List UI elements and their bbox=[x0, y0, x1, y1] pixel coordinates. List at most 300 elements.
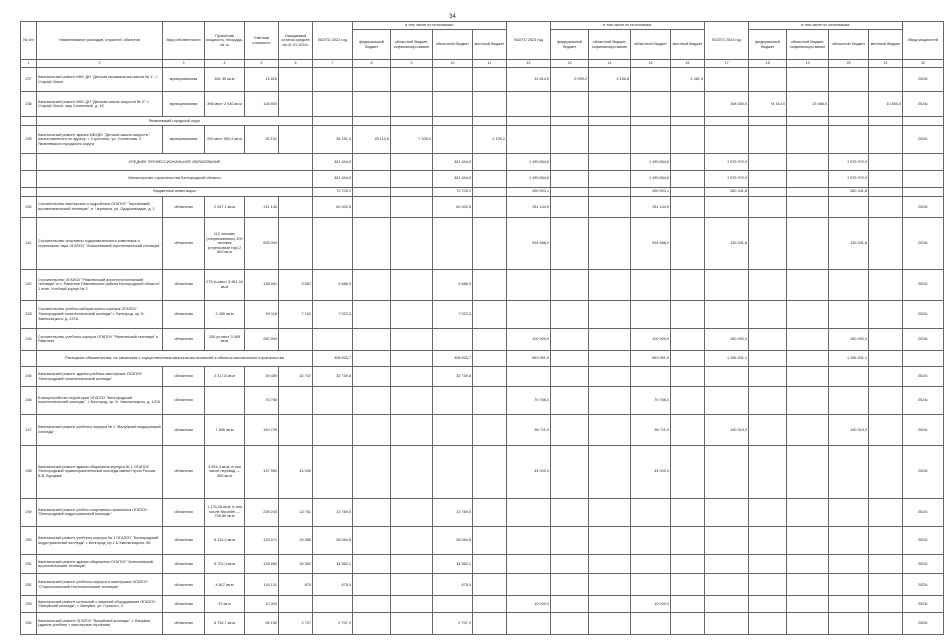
cell-col-1: 240 bbox=[21, 196, 37, 218]
cell-col-2: Капитальный ремонт здания учебных мастерских ОГАПОУ "Белгородский политехнический колледж" bbox=[37, 367, 163, 386]
cell-col-10: 13 760,5 bbox=[433, 498, 473, 526]
cell-col-7: 60 000,0 bbox=[313, 196, 353, 218]
cell-col-16 bbox=[671, 367, 705, 386]
cell-col-18 bbox=[749, 68, 787, 92]
cell-col-11 bbox=[473, 386, 507, 414]
header-name: Наименование расходов, отраслей, объектов bbox=[37, 22, 163, 60]
cell-col-18 bbox=[749, 526, 787, 554]
cell-col-8 bbox=[353, 92, 391, 116]
cell-col-4: 2 257,1 кв.м bbox=[205, 196, 245, 218]
cell-col-10: 60 000,0 bbox=[433, 196, 473, 218]
cell-col-21 bbox=[869, 218, 903, 269]
cell-col-10: 32 739,8 bbox=[433, 367, 473, 386]
section-row bbox=[21, 116, 944, 125]
cell-col-15 bbox=[631, 269, 671, 300]
cell-col-13 bbox=[551, 125, 589, 153]
column-number: 10 bbox=[433, 60, 473, 68]
cell-col-1: 247 bbox=[21, 415, 37, 446]
cell-col-14 bbox=[589, 218, 631, 269]
cell-col-19 bbox=[787, 367, 829, 386]
cell-col-9 bbox=[391, 526, 433, 554]
cell-col-1 bbox=[21, 154, 37, 171]
cell-col-18 bbox=[749, 555, 787, 574]
cell-col-15 bbox=[631, 612, 671, 634]
cell-col-14 bbox=[589, 367, 631, 386]
cell-col-8 bbox=[353, 596, 391, 613]
cell-col-19 bbox=[787, 170, 829, 187]
table-row bbox=[21, 269, 944, 300]
cell-col-15 bbox=[631, 574, 671, 596]
cell-col-6 bbox=[279, 415, 313, 446]
cell-col-13 bbox=[551, 170, 589, 187]
cell-col-9 bbox=[391, 350, 433, 367]
cell-col-19 bbox=[787, 187, 829, 196]
section-row bbox=[21, 187, 944, 196]
cell-col-11 bbox=[473, 196, 507, 218]
cell-col-10: 5 686,9 bbox=[433, 269, 473, 300]
cell-col-6: 2 707 bbox=[279, 612, 313, 634]
header-local: местный бюджет bbox=[671, 30, 705, 60]
cell-col-16 bbox=[671, 170, 705, 187]
cell-col-9 bbox=[391, 555, 433, 574]
cell-col-5: 35 151 bbox=[245, 125, 279, 153]
cell-col-12 bbox=[507, 574, 551, 596]
cell-col-17 bbox=[705, 386, 749, 414]
table-row bbox=[21, 68, 944, 92]
cell-col-22: 2022г. bbox=[903, 498, 944, 526]
cell-col-2: Капитальный ремонт МБУ ДО "Детская школа искусств № 2", г. Старый Оскол, мкр Солнечный, д. 18 bbox=[37, 92, 163, 116]
cell-col-8 bbox=[353, 415, 391, 446]
cell-col-18 bbox=[749, 196, 787, 218]
cell-col-21 bbox=[869, 116, 903, 125]
cell-col-18 bbox=[749, 154, 787, 171]
cell-col-14 bbox=[589, 300, 631, 328]
cell-col-13 bbox=[551, 154, 589, 171]
cell-col-2: Министерство строительства Белгородской области bbox=[37, 170, 313, 187]
cell-col-2: Капитальный ремонт учебно-спортивного комплекса ОГАПОУ "Белгородский индустриальный колледж" bbox=[37, 498, 163, 526]
cell-col-15 bbox=[631, 300, 671, 328]
header-capacity: Проектная мощность, площадь, кв. м bbox=[205, 22, 245, 60]
cell-col-16 bbox=[671, 415, 705, 446]
cell-col-12 bbox=[507, 269, 551, 300]
cell-col-6: 34 562 bbox=[279, 555, 313, 574]
cell-col-14 bbox=[589, 555, 631, 574]
cell-col-1 bbox=[21, 187, 37, 196]
cell-col-13 bbox=[551, 196, 589, 218]
column-number: 19 bbox=[787, 60, 829, 68]
cell-col-16 bbox=[671, 269, 705, 300]
cell-col-5: 75 768 bbox=[245, 386, 279, 414]
cell-col-18 bbox=[749, 269, 787, 300]
cell-col-21 bbox=[869, 612, 903, 634]
header-federal: федеральный бюджет bbox=[551, 30, 589, 60]
cell-col-16 bbox=[671, 187, 705, 196]
cell-col-19 bbox=[787, 574, 829, 596]
cell-col-6 bbox=[279, 328, 313, 350]
cell-col-1: 237 bbox=[21, 68, 37, 92]
cell-col-8 bbox=[353, 170, 391, 187]
cell-col-20 bbox=[829, 445, 869, 498]
cell-col-15: 100 000,0 bbox=[631, 328, 671, 350]
cell-col-4: 200 мест 952,6 кв.м bbox=[205, 125, 245, 153]
cell-col-17: 130 014,3 bbox=[705, 415, 749, 446]
cell-col-15: 151 144,9 bbox=[631, 196, 671, 218]
cell-col-20 bbox=[829, 367, 869, 386]
cell-col-19 bbox=[787, 555, 829, 574]
cell-col-16 bbox=[671, 612, 705, 634]
cell-col-18 bbox=[749, 498, 787, 526]
cell-col-8 bbox=[353, 300, 391, 328]
cell-col-16 bbox=[671, 445, 705, 498]
cell-col-2: Капитальный ремонт здания общежития корпуса № 1 ОГАПОУ "Белгородский правоохранительный колледж имени Героя России В.В. Бурцева" bbox=[37, 445, 163, 498]
section-row bbox=[21, 170, 944, 187]
header-total-2024: ВСЕГО 2024 год bbox=[705, 22, 749, 60]
cell-col-18 bbox=[749, 218, 787, 269]
cell-col-21 bbox=[869, 187, 903, 196]
cell-col-18 bbox=[749, 125, 787, 153]
cell-col-20 bbox=[829, 300, 869, 328]
cell-col-12 bbox=[507, 300, 551, 328]
cell-col-14 bbox=[589, 596, 631, 613]
cell-col-22: 2023г. bbox=[903, 596, 944, 613]
cell-col-16 bbox=[671, 218, 705, 269]
cell-col-14 bbox=[589, 92, 631, 116]
cell-col-7: 675,0 bbox=[313, 574, 353, 596]
cell-col-1 bbox=[21, 350, 37, 367]
cell-col-9 bbox=[391, 612, 433, 634]
cell-col-18 bbox=[749, 170, 787, 187]
cell-col-17: 130 341,8 bbox=[705, 218, 749, 269]
cell-col-13 bbox=[551, 116, 589, 125]
header-regional: областной бюджет bbox=[433, 30, 473, 60]
cell-col-17 bbox=[705, 526, 749, 554]
cell-col-17 bbox=[705, 125, 749, 153]
cell-col-15: 294 658,2 bbox=[631, 218, 671, 269]
cell-col-11 bbox=[473, 350, 507, 367]
cell-col-2: Строительство ОГАПОУ "Ракитянский агротехнологический техникум" в п. Ракитное Ракитянского района Белгородской области" 1 этап. Учебный корпус № 2 bbox=[37, 269, 163, 300]
cell-col-2: Яковлевский городской округ bbox=[37, 116, 313, 125]
cell-col-4: 396 мест 2 930 кв.м bbox=[205, 92, 245, 116]
cell-col-22 bbox=[903, 350, 944, 367]
cell-col-2: Расходные обязательства, не связанные с осуществлением капитальных вложений в объекты капитального строительства bbox=[37, 350, 313, 367]
cell-col-19 bbox=[787, 196, 829, 218]
table-row bbox=[21, 596, 944, 613]
cell-col-16 bbox=[671, 555, 705, 574]
column-number: 4 bbox=[205, 60, 245, 68]
cell-col-6 bbox=[279, 386, 313, 414]
cell-col-10: 34 562,1 bbox=[433, 555, 473, 574]
cell-col-4: 2 317,8 кв.м bbox=[205, 367, 245, 386]
cell-col-3: областная bbox=[163, 574, 205, 596]
cell-col-4: 37 кв.м bbox=[205, 596, 245, 613]
cell-col-1: 250 bbox=[21, 526, 37, 554]
cell-col-13 bbox=[551, 92, 589, 116]
cell-col-20: 280 341,8 bbox=[829, 187, 869, 196]
cell-col-14 bbox=[589, 116, 631, 125]
column-number: 15 bbox=[631, 60, 671, 68]
cell-col-9: 7 928,0 bbox=[391, 125, 433, 153]
cell-col-14 bbox=[589, 187, 631, 196]
cell-col-22: 2024г. bbox=[903, 218, 944, 269]
cell-col-12: 44 000,0 bbox=[507, 445, 551, 498]
cell-col-2: Капитальный ремонт котельной с заменой оборудования ОГАПОУ "Валуйский колледж", г. Валуйки, ул. Горького, 4 bbox=[37, 596, 163, 613]
cell-col-21 bbox=[869, 68, 903, 92]
cell-col-9 bbox=[391, 415, 433, 446]
cell-col-7 bbox=[313, 218, 353, 269]
cell-col-13 bbox=[551, 415, 589, 446]
column-number: 11 bbox=[473, 60, 507, 68]
column-number: 3 bbox=[163, 60, 205, 68]
cell-col-9 bbox=[391, 187, 433, 196]
cell-col-13 bbox=[551, 445, 589, 498]
cell-col-19: 23 486,0 bbox=[787, 92, 829, 116]
cell-col-8 bbox=[353, 526, 391, 554]
cell-col-13 bbox=[551, 187, 589, 196]
cell-col-15: 963 951,5 bbox=[631, 350, 671, 367]
cell-col-18 bbox=[749, 415, 787, 446]
cell-col-6 bbox=[279, 218, 313, 269]
cell-col-5: 250 000 bbox=[245, 328, 279, 350]
cell-col-11 bbox=[473, 445, 507, 498]
cell-col-3: областная bbox=[163, 612, 205, 634]
cell-col-10: 381 634,9 bbox=[433, 170, 473, 187]
cell-col-17: 1 575 972,9 bbox=[705, 154, 749, 171]
cell-col-9 bbox=[391, 218, 433, 269]
cell-col-16: 1 461,5 bbox=[671, 68, 705, 92]
cell-col-20: 130 341,8 bbox=[829, 218, 869, 269]
column-number: 20 bbox=[829, 60, 869, 68]
cell-col-15: 1 459 854,6 bbox=[631, 170, 671, 187]
cell-col-5: 118 131 bbox=[245, 574, 279, 596]
cell-col-11 bbox=[473, 187, 507, 196]
cell-col-15: 495 903,1 bbox=[631, 187, 671, 196]
cell-col-2: СРЕДНЕЕ ПРОФЕССИОНАЛЬНОЕ ОБРАЗОВАНИЕ bbox=[37, 154, 313, 171]
cell-col-11 bbox=[473, 574, 507, 596]
cell-col-7 bbox=[313, 596, 353, 613]
cell-col-22: 2023г. bbox=[903, 68, 944, 92]
cell-col-13: 5 999,2 bbox=[551, 68, 589, 92]
cell-col-7: 7 022,3 bbox=[313, 300, 353, 328]
cell-col-9 bbox=[391, 367, 433, 386]
cell-col-18: 74 514,0 bbox=[749, 92, 787, 116]
cell-col-6: 13 761 bbox=[279, 498, 313, 526]
cell-col-8 bbox=[353, 612, 391, 634]
cell-col-5: 10 000 bbox=[245, 596, 279, 613]
cell-col-14 bbox=[589, 574, 631, 596]
cell-col-8 bbox=[353, 367, 391, 386]
cell-col-21 bbox=[869, 300, 903, 328]
cell-col-14 bbox=[589, 526, 631, 554]
column-number: 7 bbox=[313, 60, 353, 68]
cell-col-9 bbox=[391, 328, 433, 350]
cell-col-18 bbox=[749, 574, 787, 596]
cell-col-10: 381 634,9 bbox=[433, 154, 473, 171]
cell-col-10: 675,0 bbox=[433, 574, 473, 596]
cell-col-19 bbox=[787, 415, 829, 446]
cell-col-2: Капитальный ремонт здания общежития ОГАПОУ "Алексеевский агротехнический техникум" bbox=[37, 555, 163, 574]
cell-col-13 bbox=[551, 612, 589, 634]
cell-col-10 bbox=[433, 92, 473, 116]
cell-col-1: 244 bbox=[21, 328, 37, 350]
cell-col-11 bbox=[473, 612, 507, 634]
cell-col-15 bbox=[631, 367, 671, 386]
column-number: 21 bbox=[869, 60, 903, 68]
cell-col-21 bbox=[869, 367, 903, 386]
header-group-2024: в том числе по источникам: bbox=[749, 22, 903, 30]
cell-col-7 bbox=[313, 328, 353, 350]
cell-col-15 bbox=[631, 92, 671, 116]
cell-col-3: областная bbox=[163, 596, 205, 613]
cell-col-13 bbox=[551, 218, 589, 269]
cell-col-1: 239 bbox=[21, 125, 37, 153]
cell-col-20: 1 575 972,9 bbox=[829, 170, 869, 187]
cell-col-6: 32 747 bbox=[279, 367, 313, 386]
cell-col-2: Строительство спортивно-оздоровительного комплекса и стрелкового тира ОГАПОУ "Алексеевский агротехнический техникум" bbox=[37, 218, 163, 269]
cell-col-19 bbox=[787, 596, 829, 613]
cell-col-4: 112 человек (спорткомплекс) 200 человек (стрелковый тир) 2 800 кв.м bbox=[205, 218, 245, 269]
cell-col-2: Капитальный ремонт ОГАПОУ "Валуйский колледж", г. Валуйки (здание учебное + мастерские строения) bbox=[37, 612, 163, 634]
cell-col-18 bbox=[749, 187, 787, 196]
cell-col-3: областная bbox=[163, 498, 205, 526]
cell-col-7: 72 709,2 bbox=[313, 187, 353, 196]
cell-col-8 bbox=[353, 445, 391, 498]
cell-col-4: 275 уч.мест 3 464,34 кв.м bbox=[205, 269, 245, 300]
cell-col-1: 252 bbox=[21, 574, 37, 596]
cell-col-17 bbox=[705, 445, 749, 498]
column-number-row bbox=[21, 60, 944, 68]
cell-col-17 bbox=[705, 300, 749, 328]
cell-col-10 bbox=[433, 328, 473, 350]
cell-col-6: 7 102 bbox=[279, 300, 313, 328]
cell-col-20 bbox=[829, 555, 869, 574]
cell-col-9 bbox=[391, 574, 433, 596]
cell-col-18 bbox=[749, 350, 787, 367]
cell-col-17 bbox=[705, 269, 749, 300]
cell-col-11 bbox=[473, 415, 507, 446]
cell-col-17 bbox=[705, 367, 749, 386]
cell-col-4: 5 701,3 кв.м bbox=[205, 555, 245, 574]
cell-col-4: 6 124,2 кв.м bbox=[205, 526, 245, 554]
cell-col-4: 6 754,7 кв.м bbox=[205, 612, 245, 634]
cell-col-7 bbox=[313, 68, 353, 92]
cell-col-1: 249 bbox=[21, 498, 37, 526]
cell-col-5: 39 459 bbox=[245, 367, 279, 386]
header-total-2022: ВСЕГО 2022 год bbox=[313, 22, 353, 60]
cell-col-2: Строительство учебно-лабораторного корпуса ОГАПОУ "Белгородский политехнический колледж" г. Белгород, пр. Б. Хмельницкого, д. 137А bbox=[37, 300, 163, 328]
cell-col-1: 246 bbox=[21, 386, 37, 414]
cell-col-19 bbox=[787, 526, 829, 554]
cell-col-1 bbox=[21, 116, 37, 125]
cell-col-3: областная bbox=[163, 328, 205, 350]
cell-col-8 bbox=[353, 350, 391, 367]
cell-col-5: 93 118 bbox=[245, 300, 279, 328]
cell-col-10 bbox=[433, 218, 473, 269]
cell-col-16 bbox=[671, 596, 705, 613]
header-regional: областной бюджет bbox=[829, 30, 869, 60]
page-number: 34 bbox=[449, 14, 456, 20]
cell-col-6: 26 085 bbox=[279, 526, 313, 554]
cell-col-2: Благоустройство территории ОГАПОУ "Белгородский политехнический колледж", г. Белгород, пр. Б. Хмельницкого, д. 137А bbox=[37, 386, 163, 414]
cell-col-13 bbox=[551, 269, 589, 300]
cell-col-12 bbox=[507, 92, 551, 116]
table-row bbox=[21, 612, 944, 634]
cell-col-11 bbox=[473, 498, 507, 526]
cell-col-14 bbox=[589, 498, 631, 526]
cell-col-8 bbox=[353, 498, 391, 526]
header-year-input: Ввод мощностей bbox=[903, 22, 944, 60]
cell-col-16 bbox=[671, 350, 705, 367]
cell-col-1: 242 bbox=[21, 269, 37, 300]
cell-col-19 bbox=[787, 386, 829, 414]
cell-col-8 bbox=[353, 574, 391, 596]
cell-col-15 bbox=[631, 68, 671, 92]
cell-col-18 bbox=[749, 445, 787, 498]
section-row bbox=[21, 154, 944, 171]
cell-col-4: 1 176,48 кв.м, в том числе бассейн — 706,80 кв.м bbox=[205, 498, 245, 526]
investment-table bbox=[20, 21, 944, 635]
table-row bbox=[21, 92, 944, 116]
cell-col-21 bbox=[869, 170, 903, 187]
cell-col-11: 2 109,2 bbox=[473, 125, 507, 153]
cell-col-3: муниципальная bbox=[163, 125, 205, 153]
cell-col-13 bbox=[551, 526, 589, 554]
cell-col-21 bbox=[869, 555, 903, 574]
cell-col-20: 1 295 631,1 bbox=[829, 350, 869, 367]
cell-col-20: 150 000,0 bbox=[829, 328, 869, 350]
cell-col-22: 2024г. bbox=[903, 92, 944, 116]
cell-col-17 bbox=[705, 498, 749, 526]
cell-col-20 bbox=[829, 498, 869, 526]
cell-col-14 bbox=[589, 170, 631, 187]
cell-col-5: 128 560 bbox=[245, 555, 279, 574]
cell-col-15 bbox=[631, 526, 671, 554]
cell-col-16 bbox=[671, 116, 705, 125]
cell-col-8 bbox=[353, 386, 391, 414]
cell-col-9 bbox=[391, 92, 433, 116]
column-number: 22 bbox=[903, 60, 944, 68]
cell-col-8 bbox=[353, 116, 391, 125]
cell-col-10 bbox=[433, 445, 473, 498]
cell-col-17 bbox=[705, 68, 749, 92]
cell-col-11 bbox=[473, 328, 507, 350]
cell-col-22: 2023г. bbox=[903, 386, 944, 414]
column-number: 5 bbox=[245, 60, 279, 68]
cell-col-7: 34 562,1 bbox=[313, 555, 353, 574]
cell-col-7 bbox=[313, 445, 353, 498]
cell-col-19 bbox=[787, 445, 829, 498]
cell-col-18 bbox=[749, 386, 787, 414]
cell-col-17 bbox=[705, 116, 749, 125]
cell-col-13 bbox=[551, 574, 589, 596]
cell-col-1: 243 bbox=[21, 300, 37, 328]
cell-col-11 bbox=[473, 92, 507, 116]
table-row bbox=[21, 196, 944, 218]
cell-col-3: областная bbox=[163, 386, 205, 414]
cell-col-20 bbox=[829, 196, 869, 218]
header-regional: областной бюджет bbox=[631, 30, 671, 60]
cell-col-15: 50 711,0 bbox=[631, 415, 671, 446]
cell-col-17 bbox=[705, 555, 749, 574]
header-regional-cofin: областной бюджет, софинансиро-вание bbox=[391, 30, 433, 60]
cell-col-9 bbox=[391, 386, 433, 414]
cell-col-19 bbox=[787, 498, 829, 526]
cell-col-21 bbox=[869, 445, 903, 498]
cell-col-12: 294 658,2 bbox=[507, 218, 551, 269]
cell-col-12: 151 144,9 bbox=[507, 196, 551, 218]
table-row bbox=[21, 367, 944, 386]
cell-col-5: 108 500 bbox=[245, 92, 279, 116]
cell-col-20 bbox=[829, 68, 869, 92]
